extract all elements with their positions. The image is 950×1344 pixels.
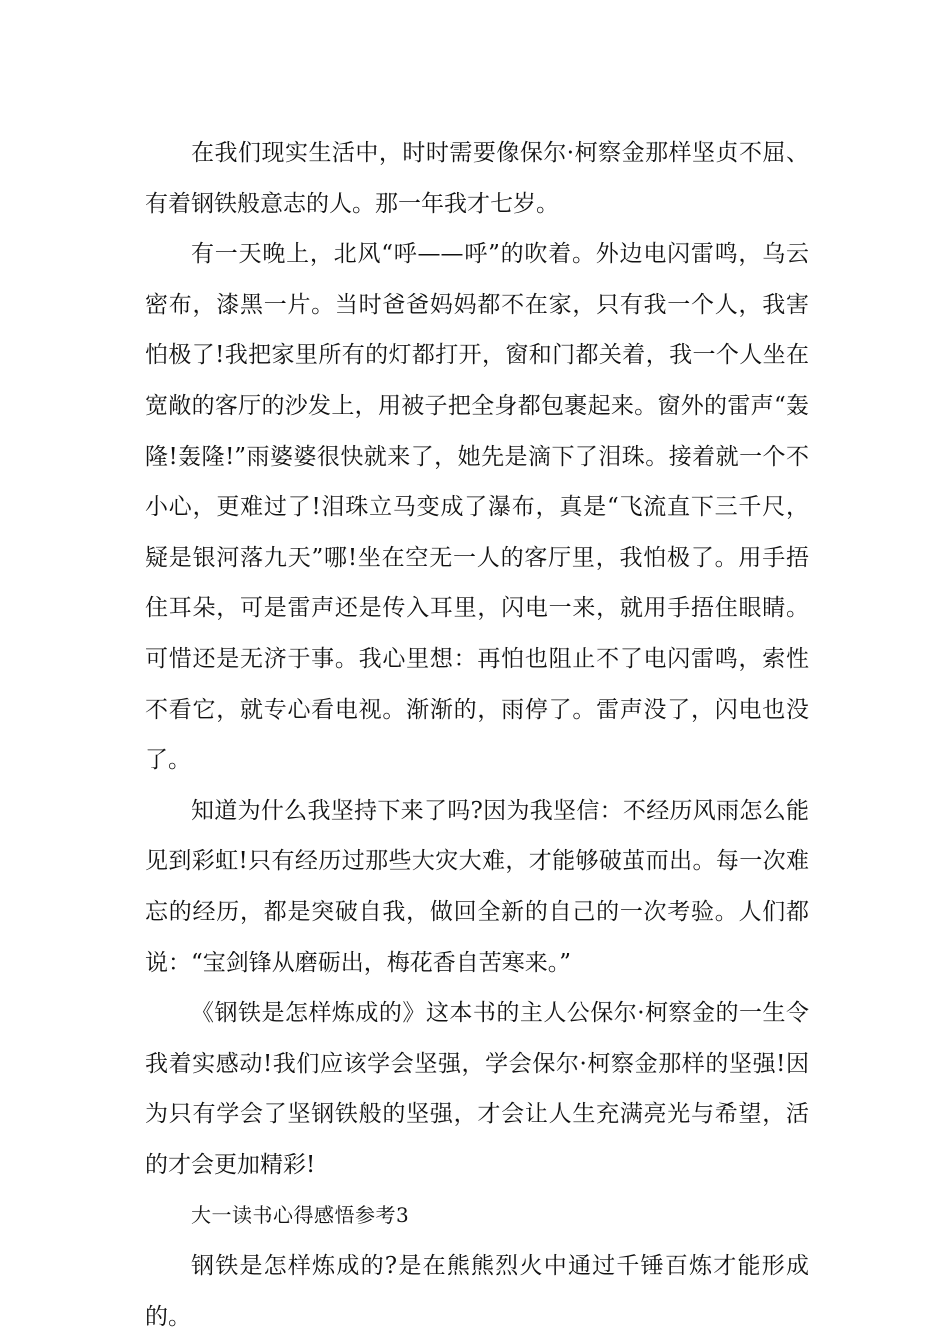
paragraph-perseverance: 知道为什么我坚持下来了吗?因为我坚信：不经历风雨怎么能见到彩虹!只有经历过那些大灾大难，才能够破茧而出。每一次难忘的经历，都是突破自我，做回全新的自己的一次考验。人们都说：“宝剑锋从磨砺出，梅花香自苦寒来。” (145, 797, 809, 976)
paragraph-book-reflection: 《钢铁是怎样炼成的》这本书的主人公保尔·柯察金的一生令我着实感动!我们应该学会坚强，学会保尔·柯察金那样的坚强!因为只有学会了坚钢铁般的坚强，才会让人生充满亮光与希望，活的才会更加精彩! (145, 1000, 809, 1178)
paragraph-paul-korchagin-intro: 在我们现实生活中，时时需要像保尔·柯察金那样坚贞不屈、有着钢铁般意志的人。那一年我才七岁。 (145, 140, 809, 217)
document-body (145, 128, 809, 1342)
paragraph-steel-forging: 钢铁是怎样炼成的?是在熊熊烈火中通过千锤百炼才能形成的。 (145, 1253, 809, 1330)
paragraph-stormy-night: 有一天晚上，北风“呼——呼”的吹着。外边电闪雷鸣，乌云密布，漆黑一片。当时爸爸妈妈都不在家，只有我一个人，我害怕极了!我把家里所有的灯都打开，窗和门都关着，我一个人坐在宽敞的客厅的沙发上，用被子把全身都包裹起来。窗外的雷声“轰隆!轰隆!”雨婆婆很快就来了，她先是滴下了泪珠。接着就一个不小心，更难过了!泪珠立马变成了瀑布，真是“飞流直下三千尺，疑是银河落九天”哪!坐在空无一人的客厅里，我怕极了。用手捂住耳朵，可是雷声还是传入耳里，闪电一来，就用手捂住眼睛。可惜还是无济于事。我心里想：再怕也阻止不了电闪雷鸣，索性不看它，就专心看电视。渐渐的，雨停了。雷声没了，闪电也没了。 (145, 241, 809, 774)
section-heading: 大一读书心得感悟参考3 (191, 1203, 410, 1228)
